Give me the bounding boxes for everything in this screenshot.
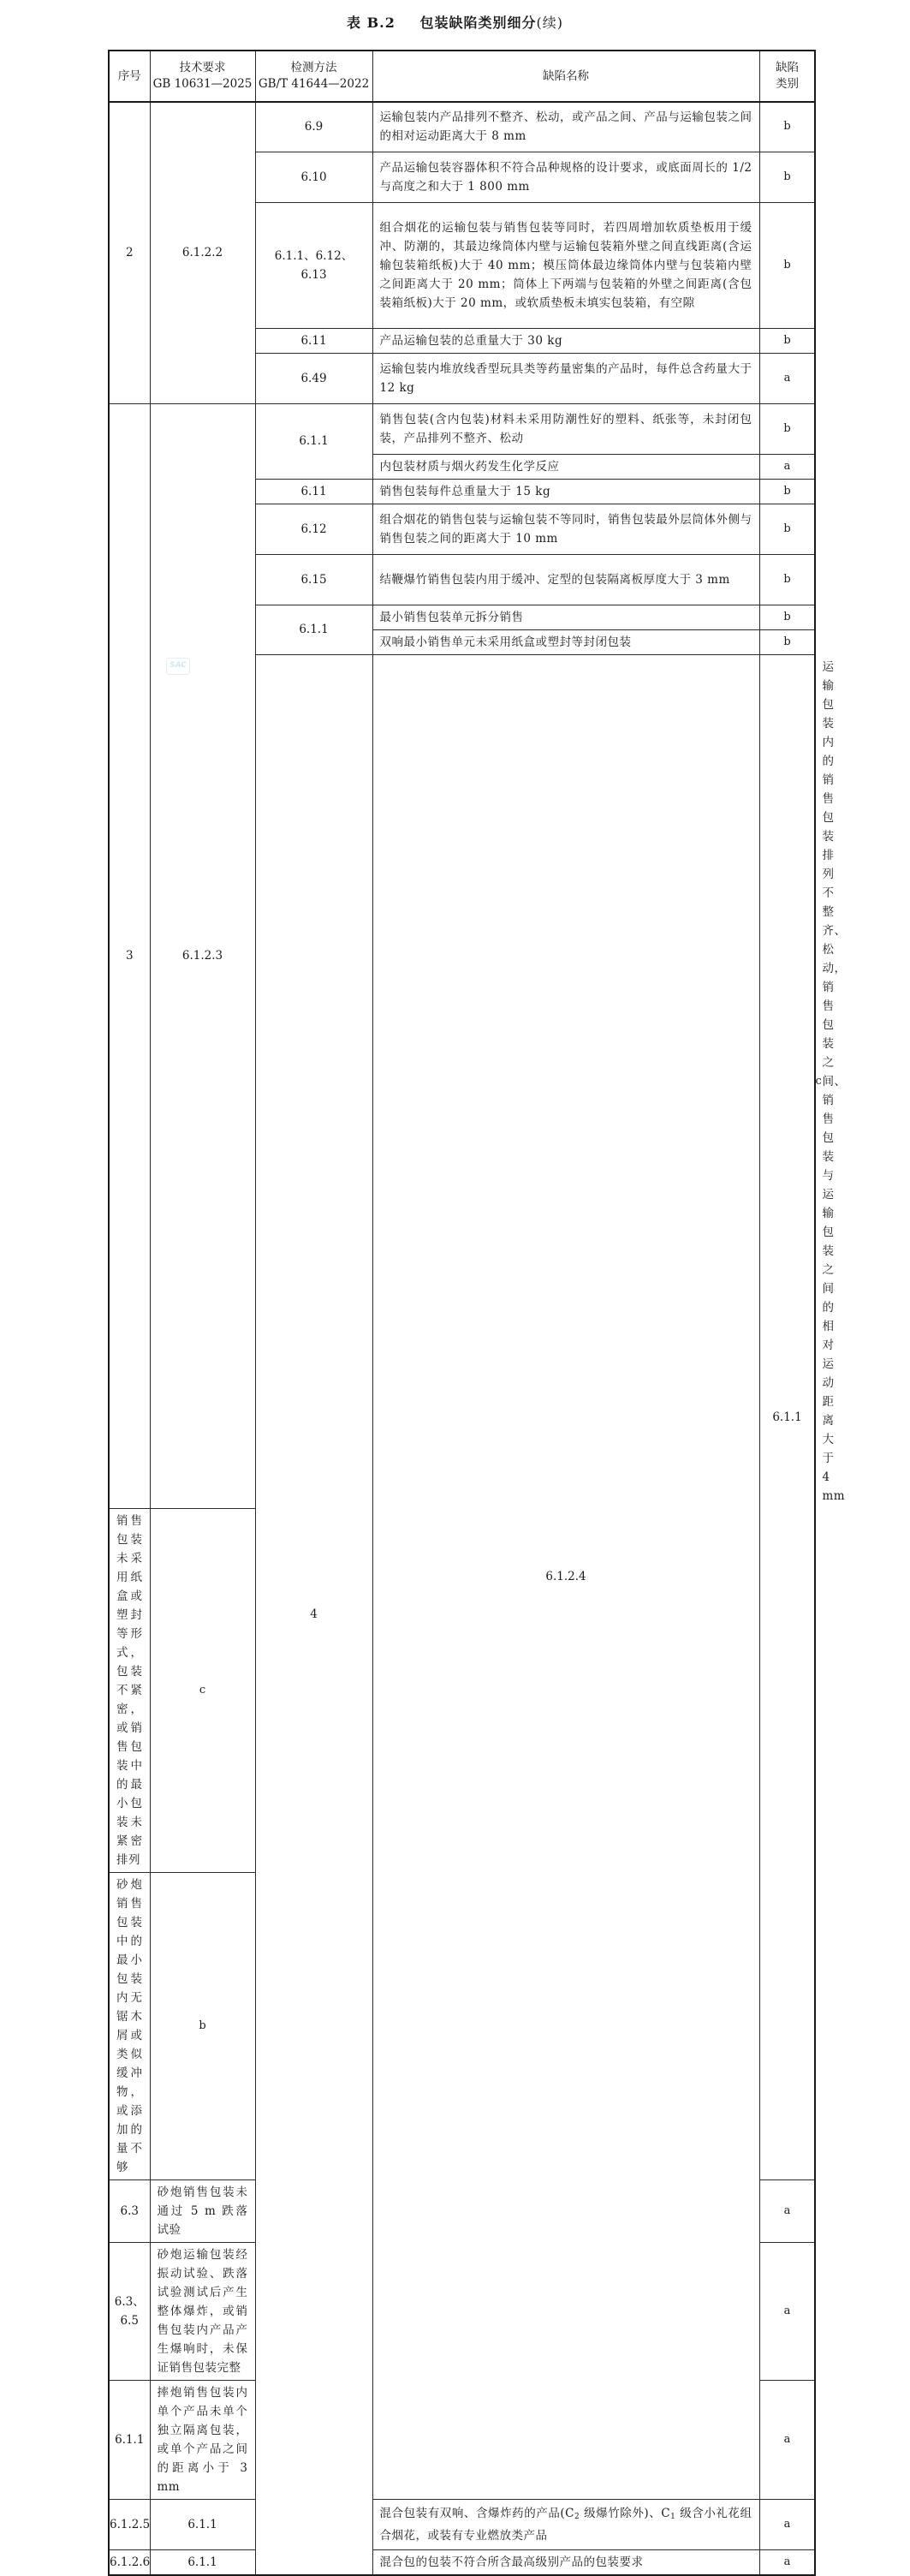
defect-cell: 产品运输包装的总重量大于 30 kg bbox=[372, 328, 759, 353]
category-cell: a bbox=[759, 2499, 815, 2549]
method-cell: 6.49 bbox=[255, 353, 372, 403]
method-cell: 6.15 bbox=[255, 554, 372, 605]
defect-cell: 最小销售包装单元拆分销售 bbox=[372, 605, 759, 629]
defect-cell: 销售包装(含内包装)材料未采用防潮性好的塑料、纸张等，未封闭包装，产品排列不整齐、松动 bbox=[372, 403, 759, 454]
header-category: 缺陷 类别 bbox=[759, 51, 815, 102]
category-cell: b bbox=[759, 554, 815, 605]
defect-cell: 砂炮销售包装中的最小包装内无锯木屑或类似缓冲物，或添加的量不够 bbox=[109, 1872, 150, 2179]
sac-watermark-icon: SAC bbox=[166, 658, 190, 675]
requirement-cell: 6.1.2.2 bbox=[150, 102, 255, 403]
defect-cell: 内包装材质与烟火药发生化学反应 bbox=[372, 454, 759, 479]
seq-cell: 3 bbox=[109, 403, 150, 1508]
table-row: 4 6.1.2.4 6.1.1 运输包装内的销售包装排列不整齐、松动，销售包装之间、销售包装与运输包装之间的相对运动距离大于 4 mm c bbox=[109, 654, 815, 1508]
method-cell: 6.1.1 bbox=[255, 403, 372, 479]
method-cell: 6.1.1 bbox=[759, 654, 815, 2179]
table-title bbox=[0, 12, 910, 32]
table-row bbox=[109, 102, 815, 152]
defect-cell: 结鞭爆竹销售包装内用于缓冲、定型的包装隔离板厚度大于 3 mm bbox=[372, 554, 759, 605]
method-cell: 6.1.1 bbox=[150, 2499, 255, 2549]
requirement-cell: 6.1.2.4 bbox=[372, 654, 759, 2499]
category-cell: b bbox=[759, 102, 815, 152]
category-cell: a bbox=[759, 353, 815, 403]
header-method: 检测方法 GB/T 41644—2022 bbox=[255, 51, 372, 102]
defect-cell: 产品运输包装容器体积不符合品种规格的设计要求，或底面周长的 1/2 与高度之和大于 1 800 mm bbox=[372, 152, 759, 202]
table-number: 表 B.2 bbox=[347, 15, 396, 31]
category-cell: b bbox=[759, 605, 815, 629]
method-cell: 6.11 bbox=[255, 328, 372, 353]
method-cell: 6.3、6.5 bbox=[109, 2242, 150, 2380]
seq-cell: 4 bbox=[255, 654, 372, 2575]
defect-cell: 砂炮销售包装未通过 5 m 跌落试验 bbox=[150, 2179, 255, 2242]
defect-cell: 摔炮销售包装内单个产品未单个独立隔离包装，或单个产品之间的距离小于 3 mm bbox=[150, 2380, 255, 2499]
table-row bbox=[109, 403, 815, 454]
category-cell: b bbox=[759, 479, 815, 504]
method-cell: 6.10 bbox=[255, 152, 372, 202]
defect-cell: 运输包装内堆放线香型玩具类等药量密集的产品时，每件总含药量大于 12 kg bbox=[372, 353, 759, 403]
table-name: 包装缺陷类别细分 bbox=[419, 15, 537, 31]
defect-cell: 销售包装未采用纸盒或塑封等形式，包装不紧密，或销售包装中的最小包装未紧密排列 bbox=[109, 1508, 150, 1872]
defect-cell: 双响最小销售单元未采用纸盒或塑封等封闭包装 bbox=[372, 629, 759, 654]
method-cell: 6.12 bbox=[255, 504, 372, 554]
category-cell: b bbox=[150, 1872, 255, 2179]
method-cell: 6.1.1 bbox=[109, 2380, 150, 2499]
method-cell: 6.1.1、6.12、6.13 bbox=[255, 202, 372, 328]
defect-table bbox=[108, 50, 847, 2576]
table-continued: (续) bbox=[536, 15, 563, 31]
category-cell: a bbox=[759, 2380, 815, 2499]
table-header-row bbox=[109, 51, 815, 102]
method-cell: 6.1.1 bbox=[255, 605, 372, 654]
method-cell: 6.9 bbox=[255, 102, 372, 152]
method-cell: 6.3 bbox=[109, 2179, 150, 2242]
category-cell: b bbox=[759, 152, 815, 202]
defect-cell: 组合烟花的销售包装与运输包装不等同时，销售包装最外层筒体外侧与销售包装之间的距离大于 10 mm bbox=[372, 504, 759, 554]
header-requirement: 技术要求 GB 10631—2025 bbox=[150, 51, 255, 102]
requirement-cell: 6.1.2.3 bbox=[150, 403, 255, 1508]
method-cell: 6.1.1 bbox=[150, 2549, 255, 2575]
header-seq: 序号 bbox=[109, 51, 150, 102]
seq-cell: 2 bbox=[109, 102, 150, 403]
category-cell: b bbox=[759, 504, 815, 554]
requirement-cell: 6.1.2.5 bbox=[109, 2499, 150, 2549]
defect-cell: 运输包装内产品排列不整齐、松动，或产品之间、产品与运输包装之间的相对运动距离大于 8 mm bbox=[372, 102, 759, 152]
category-cell: c bbox=[150, 1508, 255, 1872]
category-cell: a bbox=[759, 2179, 815, 2242]
defect-cell: 混合包装有双响、含爆炸药的产品($C_2$ 级爆竹除外)、$C_1$ 级含小礼花组合烟花，或装有专业燃放类产品 bbox=[372, 2499, 759, 2549]
defect-cell: 销售包装每件总重量大于 15 kg bbox=[372, 479, 759, 504]
method-cell: 6.11 bbox=[255, 479, 372, 504]
category-cell: b bbox=[759, 403, 815, 454]
category-cell: a bbox=[759, 2242, 815, 2380]
defect-cell: 砂炮运输包装经振动试验、跌落试验测试后产生整体爆炸，或销售包装内产品产生爆响时，未保证销售包装完整 bbox=[150, 2242, 255, 2380]
defect-cell: 混合包的包装不符合所含最高级别产品的包装要求 bbox=[372, 2549, 759, 2575]
category-cell: a bbox=[759, 2549, 815, 2575]
category-cell: b bbox=[759, 629, 815, 654]
category-cell: a bbox=[759, 454, 815, 479]
category-cell: b bbox=[759, 328, 815, 353]
category-cell: b bbox=[759, 202, 815, 328]
table-row bbox=[109, 2549, 815, 2575]
table-row bbox=[109, 2499, 815, 2549]
requirement-cell: 6.1.2.6 bbox=[109, 2549, 150, 2575]
defect-cell: 组合烟花的运输包装与销售包装等同时，若四周增加软质垫板用于缓冲、防潮的，其最边缘筒体内壁与运输包装箱外壁之间直线距离(含运输包装箱纸板)大于 40 mm；模压筒体最边缘筒体内壁与包装箱内壁之间距离大于 20 mm；筒体上下两端与包装箱的外壁之间距离(含包装箱纸板)大于 20 mm，或软质垫板未填实包装箱，有空隙 bbox=[372, 202, 759, 328]
header-defect-name: 缺陷名称 bbox=[372, 51, 759, 102]
